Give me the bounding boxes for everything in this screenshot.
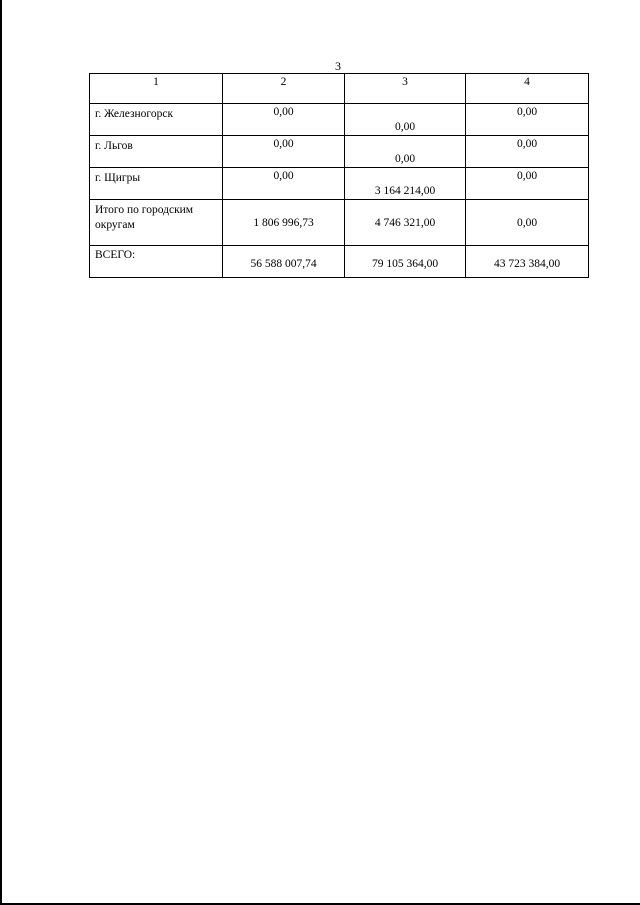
table-header-row [90,74,589,104]
grand-total-name: ВСЕГО: [90,246,223,278]
grand-total-col2: 56 588 007,74 [223,246,345,278]
cell-col4: 0,00 [466,168,589,200]
column-header-2: 2 [223,74,345,104]
budget-table [89,73,589,278]
total-row-name: Итого по городским округам [90,200,223,246]
table-row [90,136,589,168]
row-name: г. Льгов [90,136,223,168]
row-name: г. Щигры [90,168,223,200]
grand-total-col4: 43 723 384,00 [466,246,589,278]
grand-total-row [90,246,589,278]
table-row [90,104,589,136]
page-number: 3 [335,59,341,73]
cell-col3: 0,00 [345,136,466,168]
cell-col3: 0,00 [345,104,466,136]
cell-col4: 0,00 [466,104,589,136]
column-header-1: 1 [90,74,223,104]
cell-col2: 0,00 [223,104,345,136]
row-name: г. Железногорск [90,104,223,136]
cell-col2: 0,00 [223,136,345,168]
cell-col4: 0,00 [466,136,589,168]
cell-col2: 0,00 [223,168,345,200]
column-header-3: 3 [345,74,466,104]
total-row [90,200,589,246]
total-col4: 0,00 [466,200,589,246]
cell-col3: 3 164 214,00 [345,168,466,200]
column-header-4: 4 [466,74,589,104]
total-col2: 1 806 996,73 [223,200,345,246]
table-row [90,168,589,200]
total-col3: 4 746 321,00 [345,200,466,246]
grand-total-col3: 79 105 364,00 [345,246,466,278]
